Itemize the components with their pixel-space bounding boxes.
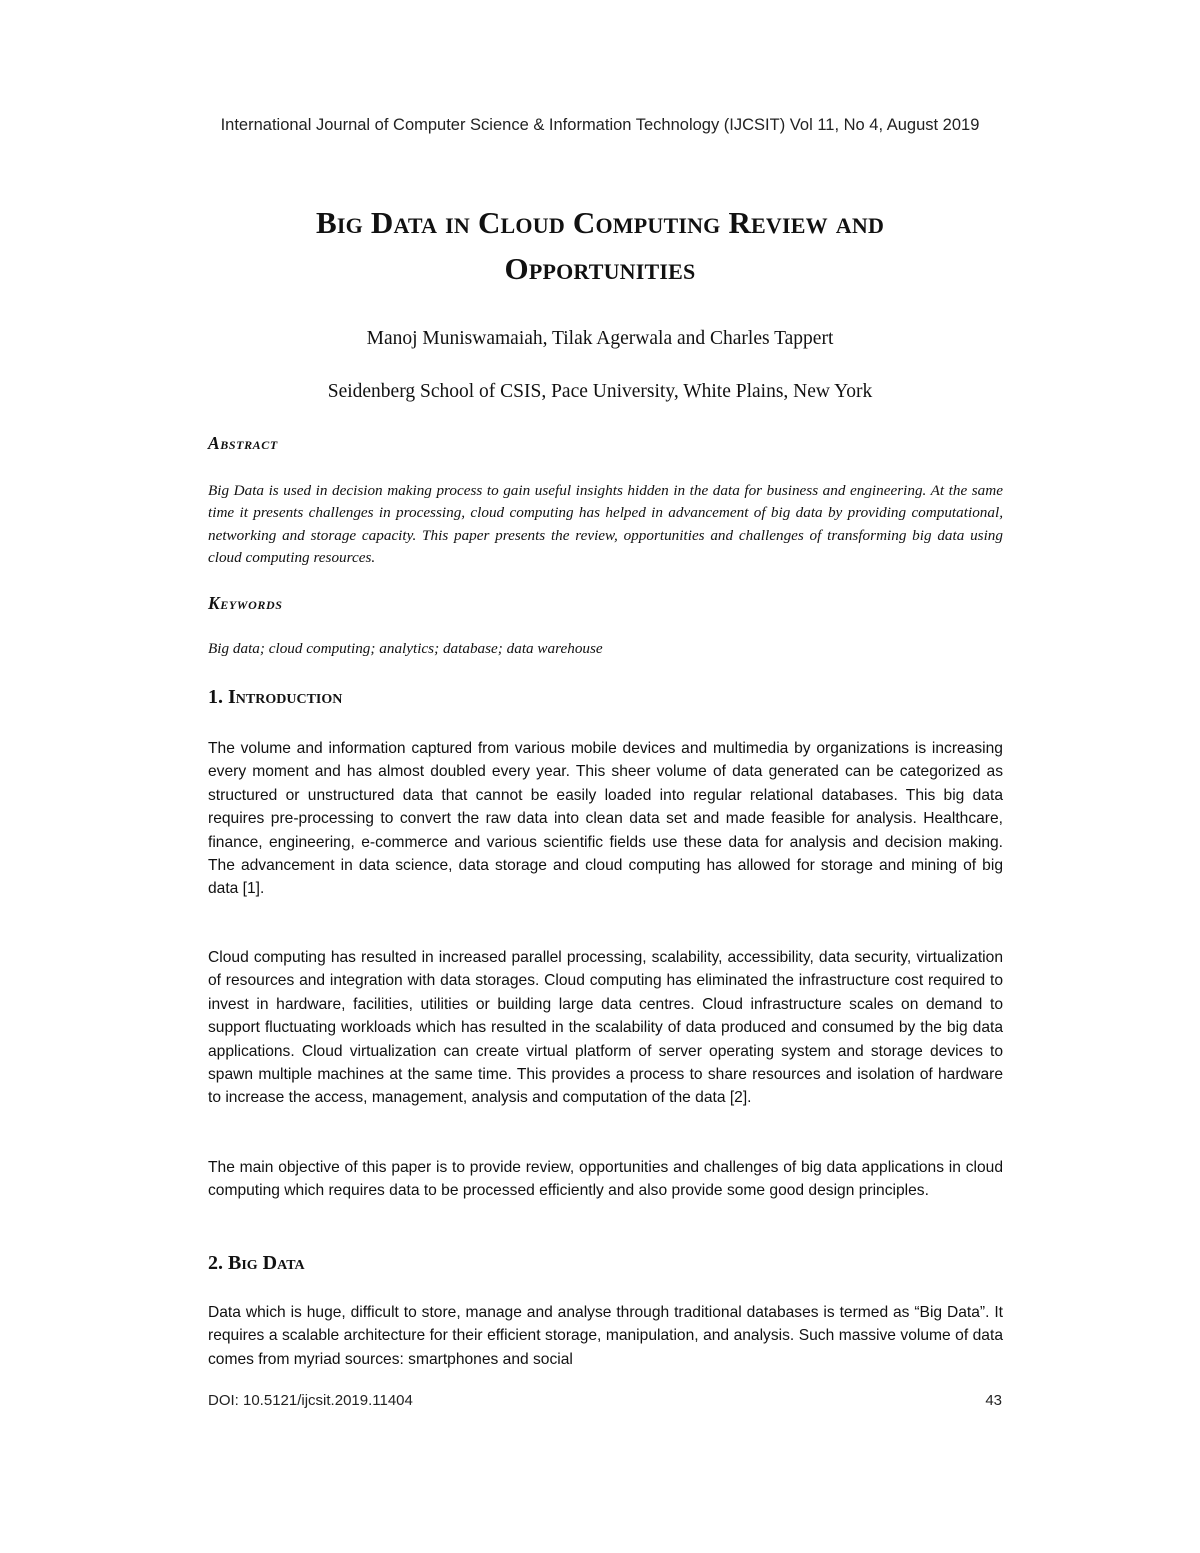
abstract-heading: Abstract	[208, 433, 278, 453]
intro-paragraph-3: The main objective of this paper is to provide review, opportunities and challenges of big data applications in cloud computing which requires data to be processed efficiently and also provide some good design principles.	[208, 1159, 1003, 1200]
paper-title	[150, 200, 1050, 292]
intro-paragraph-2: Cloud computing has resulted in increased parallel processing, scalability, accessibility, data security, virtualization of resources and integration with data storages. Cloud computing has eliminated the infrastructure cost required to invest in hardware, facilities, utilities or building large data centres. Cloud infrastructure scales on demand to support fluctuating workloads which has resulted in the scalability of data produced and consumed by the big data applications. Cloud virtualization can create virtual platform of server operating system and storage devices to spawn multiple machines at the same time. This provides a process to share resources and isolation of hardware to increase the access, management, analysis and computation of the data [2].	[208, 949, 1003, 1107]
keywords-text: Big data; cloud computing; analytics; database; data warehouse	[208, 640, 603, 657]
footer-doi: DOI: 10.5121/ijcsit.2019.11404	[208, 1392, 413, 1409]
footer-page-number: 43	[985, 1392, 1002, 1409]
authors: Manoj Muniswamaiah, Tilak Agerwala and Charles Tappert	[366, 328, 834, 349]
section-heading-introduction: 1. Introduction	[208, 686, 343, 708]
intro-paragraph-1: The volume and information captured from various mobile devices and multimedia by organizations is increasing every moment and has almost doubled every year. This sheer volume of data generated can be categorized as structured or unstructured data that cannot be easily loaded into regular relational databases. This big data requires pre-processing to convert the raw data into clean data set and made feasible for analysis. Healthcare, finance, engineering, e-commerce and various scientific fields use these data for analysis and decision making. The advancement in data science, data storage and cloud computing has allowed for storage and mining of big data [1].	[208, 740, 1003, 898]
big-data-paragraph-1: Data which is huge, difficult to store, manage and analyse through traditional databases is termed as “Big Data”. It requires a scalable architecture for their efficient storage, manipulation, and analysis. Such massive volume of data comes from myriad sources: smartphones and social	[208, 1304, 1003, 1368]
journal-header: International Journal of Computer Science & Information Technology (IJCSIT) Vol 11, No 4, August 2019	[220, 116, 980, 134]
title-line-2: Opportunities	[504, 251, 696, 286]
abstract-text: Big Data is used in decision making process to gain useful insights hidden in the data for business and engineering. At the same time it presents challenges in processing, cloud computing has helped in advancement of big data by providing computational, networking and storage capacity. This paper presents the review, opportunities and challenges of transforming big data using cloud computing resources.	[208, 482, 1003, 566]
affiliation: Seidenberg School of CSIS, Pace University, White Plains, New York	[327, 381, 873, 402]
keywords-heading: Keywords	[208, 593, 283, 613]
title-line-1: Big Data in Cloud Computing Review and	[315, 205, 885, 240]
section-heading-big-data: 2. Big Data	[208, 1252, 305, 1274]
